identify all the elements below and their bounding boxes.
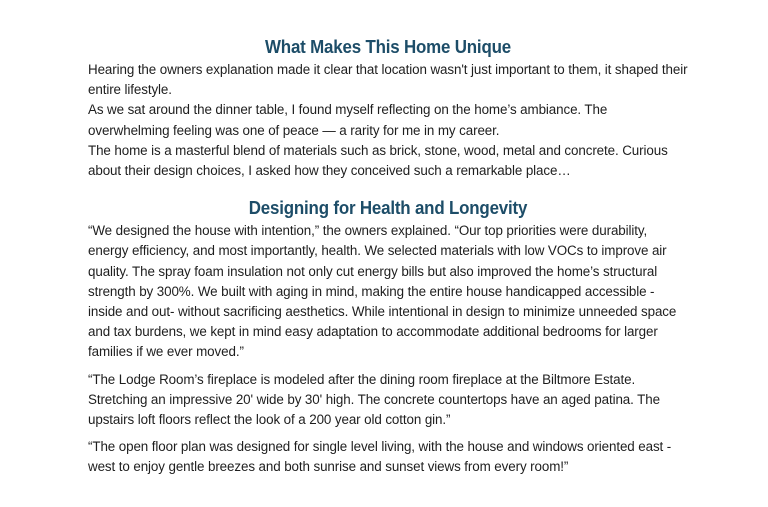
quote-paragraph: “The Lodge Room’s fireplace is modeled after the dining room fireplace at the Biltmore Estate. Stretching an impressive 20' wide by 30' high. The concrete countertops have an aged patina. The upstairs loft floors reflect the look of a 200 year old cotton gin.”: [88, 371, 660, 428]
section-unique: [88, 34, 688, 181]
quote-paragraph: “We designed the house with intention,” the owners explained. “Our top priorities were durability, energy efficiency, and most importantly, health. We selected materials with low VOCs to improve air quality. The spray foam insulation not only cut energy bills but also improved the home’s structural strength by 300%. We built with aging in mind, making the entire house handicapped accessible -inside and out- without sacrificing aesthetics. While intentional in design to minimize unneeded space and tax burdens, we kept in mind easy adaptation to accommodate additional bedrooms for larger families if we ever moved.”: [88, 223, 677, 360]
paragraph: As we sat around the dinner table, I found myself reflecting on the home’s ambiance. The overwhelming feeling was one of peace — a rarity for me in my career.: [88, 102, 608, 138]
article: [88, 34, 688, 478]
section-heading-health: Designing for Health and Longevity: [248, 198, 528, 219]
section-health: [88, 195, 688, 477]
paragraph: Hearing the owners explanation made it clear that location wasn't just important to them, it shaped their entire lifestyle.: [88, 62, 688, 98]
paragraph: The home is a masterful blend of materials such as brick, stone, wood, metal and concrete. Curious about their design choices, I asked how they conceived such a remarkable place…: [88, 142, 668, 179]
section-heading-unique: What Makes This Home Unique: [265, 37, 511, 57]
quote-paragraph: “The open floor plan was designed for single level living, with the house and windows oriented east - west to enjoy gentle breezes and both sunrise and sunset views from every room!”: [88, 439, 672, 475]
